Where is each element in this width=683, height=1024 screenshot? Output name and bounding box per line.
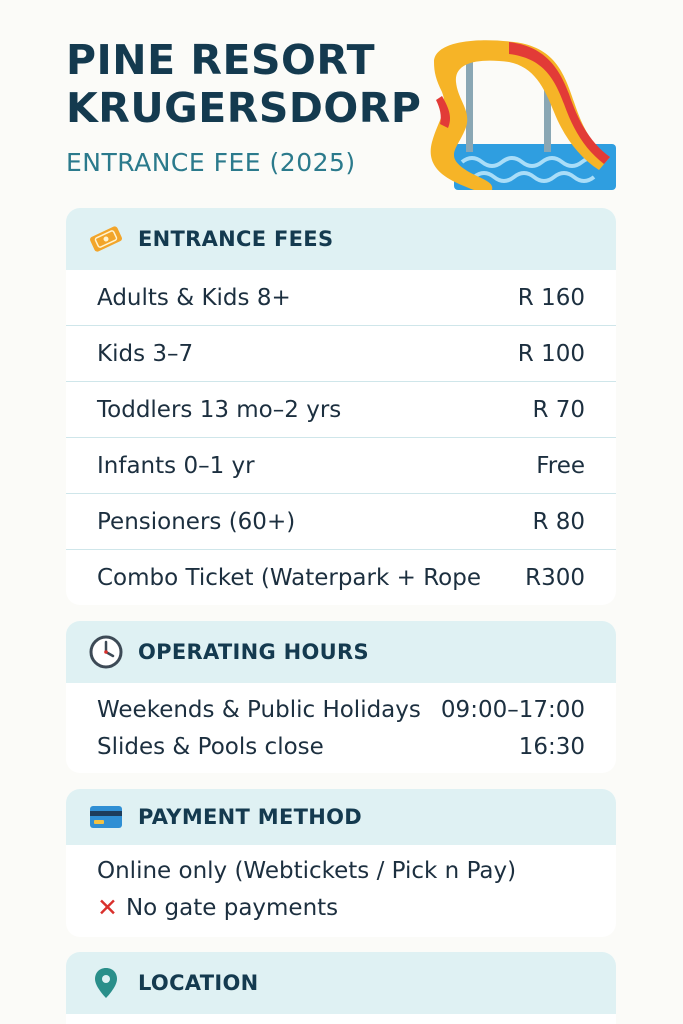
payment-method-header	[66, 789, 616, 845]
fee-price: R 70	[532, 396, 585, 423]
fee-label: Infants 0–1 yr	[97, 452, 255, 479]
page-title	[66, 36, 421, 132]
cross-icon: ✕	[97, 893, 118, 922]
credit-card-icon	[88, 799, 124, 835]
clock-icon	[88, 634, 124, 670]
fee-label: Toddlers 13 mo–2 yrs	[97, 396, 342, 423]
table-row	[66, 270, 616, 325]
hours-label: Slides & Pools close	[97, 733, 324, 760]
entrance-fees-header	[66, 208, 616, 270]
fee-price: R 80	[532, 508, 585, 535]
map-pin-icon	[88, 965, 124, 1001]
title-line-2: KRUGERSDORP	[66, 84, 422, 132]
location-title: LOCATION	[138, 971, 259, 995]
fee-price: R300	[525, 564, 585, 591]
list-item	[66, 728, 616, 765]
water-slide-icon	[414, 32, 620, 194]
hours-list	[66, 683, 616, 765]
table-row	[66, 381, 616, 437]
table-row	[66, 493, 616, 549]
table-row	[66, 549, 616, 605]
fee-label: Adults & Kids 8+	[97, 284, 291, 311]
no-gate-text: No gate payments	[125, 894, 339, 921]
fees-table	[66, 270, 616, 605]
fee-price: Free	[536, 452, 585, 479]
title-line-1: PINE RESORT	[66, 36, 376, 84]
hours-label: Weekends & Public Holidays	[97, 696, 421, 723]
payment-method-title: PAYMENT METHOD	[138, 805, 362, 829]
table-row	[66, 437, 616, 493]
table-row	[66, 325, 616, 381]
entrance-fees-card	[66, 208, 616, 605]
hours-value: 09:00–17:00	[440, 696, 585, 723]
fee-price: R 160	[517, 284, 585, 311]
payment-method-card	[66, 789, 616, 937]
operating-hours-title: OPERATING HOURS	[138, 640, 369, 664]
operating-hours-card	[66, 621, 616, 773]
ticket-icon	[88, 221, 124, 257]
location-header	[66, 952, 616, 1014]
location-card	[66, 952, 616, 1024]
payment-online-only: Online only (Webtickets / Pick n Pay)	[97, 857, 517, 884]
entrance-fees-title: ENTRANCE FEES	[138, 227, 334, 251]
operating-hours-header	[66, 621, 616, 683]
fee-label: Pensioners (60+)	[97, 508, 296, 535]
fee-label: Combo Ticket (Waterpark + Rope	[97, 564, 481, 591]
list-item	[66, 691, 616, 728]
hours-value: 16:30	[518, 733, 585, 760]
payment-no-gate	[66, 889, 616, 926]
fee-price: R 100	[517, 340, 585, 367]
page-subtitle: ENTRANCE FEE (2025)	[66, 148, 356, 177]
fee-label: Kids 3–7	[97, 340, 194, 367]
